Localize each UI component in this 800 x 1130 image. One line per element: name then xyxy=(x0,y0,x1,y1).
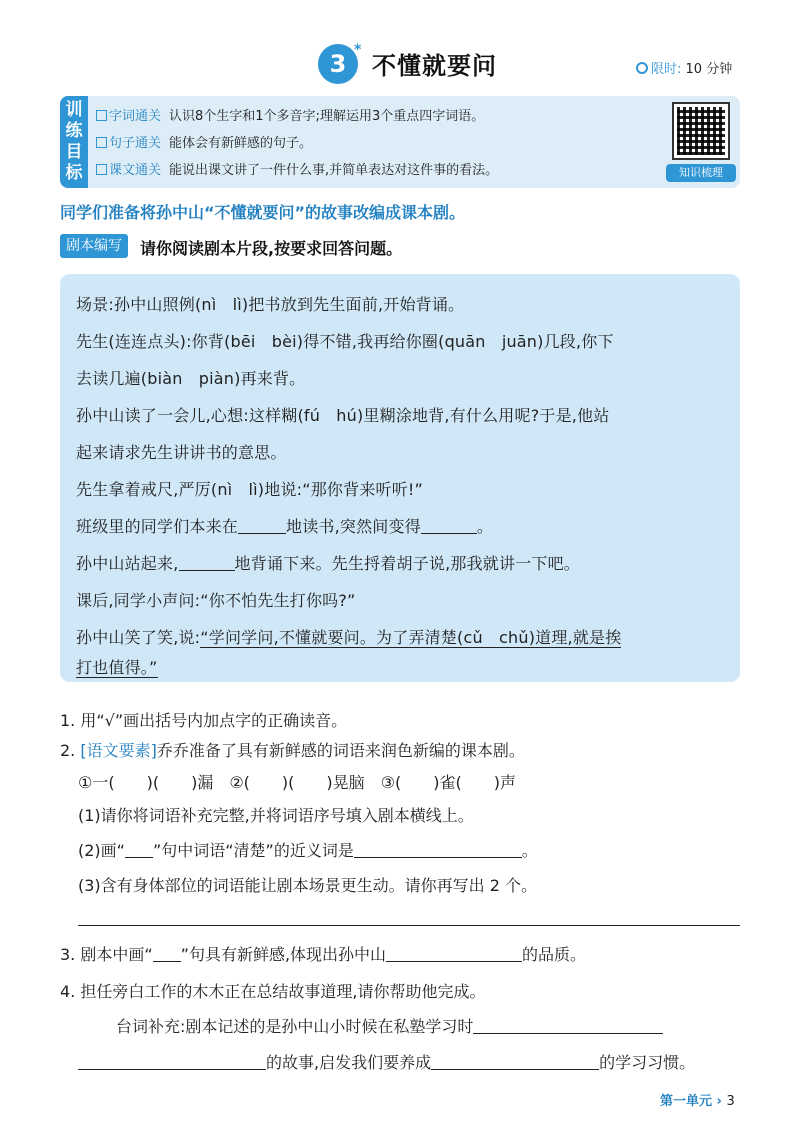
question-text: 的学习习惯。 xyxy=(599,1053,696,1072)
answer-blank[interactable] xyxy=(78,1054,266,1070)
training-goals-panel xyxy=(60,96,740,188)
script-line xyxy=(76,655,158,678)
chevron-right-icon: › xyxy=(716,1094,722,1109)
question-2 xyxy=(60,738,525,761)
script-line: 先生(连连点头):你背(bēi bèi)得不错,我再给你圈(quān juān)几段,你下 xyxy=(76,332,614,351)
goal-item-words xyxy=(96,105,484,124)
script-line: 孙中山读了一会儿,心想:这样糊(fú hú)里糊涂地背,有什么用呢?于是,他站 xyxy=(76,406,610,425)
question-text: 3. 剧本中画“ xyxy=(60,945,153,964)
script-line xyxy=(76,551,580,574)
question-4: 4. 担任旁白工作的木木正在总结故事道理,请你帮助他完成。 xyxy=(60,982,486,1001)
goal-checkbox[interactable] xyxy=(96,137,107,148)
script-line: 先生拿着戒尺,严厉(nì lì)地说:“那你背来听听!” xyxy=(76,480,424,499)
answer-blank[interactable] xyxy=(473,1018,663,1034)
goal-name: 字词通关 xyxy=(109,109,162,124)
time-limit-value: 10 分钟 xyxy=(685,62,733,77)
question-text: (2)画“ xyxy=(78,841,125,860)
goal-item-sentences xyxy=(96,132,312,151)
page-footer xyxy=(660,1090,735,1109)
line-mark-blank xyxy=(125,842,153,858)
lesson-star: * xyxy=(354,42,362,58)
script-line xyxy=(76,514,493,537)
training-goals-label xyxy=(60,96,88,188)
page-number: 3 xyxy=(726,1094,735,1109)
script-line: 场景:孙中山照例(nì lì)把书放到先生面前,开始背诵。 xyxy=(76,295,465,314)
script-text: 地背诵下来。先生捋着胡子说,那我就讲一下吧。 xyxy=(234,554,580,573)
script-text: 班级里的同学们本来在 xyxy=(76,517,239,536)
page-header xyxy=(0,40,800,90)
script-excerpt-box xyxy=(60,274,740,682)
qr-caption: 知识梳理 xyxy=(666,164,736,182)
script-line: 起来请求先生讲讲书的意思。 xyxy=(76,443,287,462)
goal-item-text xyxy=(96,159,498,178)
answer-line[interactable] xyxy=(78,924,740,926)
time-limit xyxy=(636,58,732,77)
script-text: 。 xyxy=(476,517,494,536)
intro-text: 同学们准备将孙中山“不懂就要问”的故事改编成课本剧。 xyxy=(60,203,466,222)
script-line: 去读几遍(biàn piàn)再来背。 xyxy=(76,369,306,388)
answer-blank[interactable] xyxy=(431,1054,599,1070)
lesson-title: 不懂就要问 xyxy=(372,52,497,80)
fill-blank[interactable] xyxy=(421,518,477,534)
goals-label-char: 训 xyxy=(65,100,83,120)
clock-icon xyxy=(636,62,648,74)
line-mark-blank xyxy=(153,946,181,962)
underlined-sentence: 打也值得。” xyxy=(76,658,158,677)
question-2-2 xyxy=(78,838,538,861)
question-2-1: (1)请你将词语补充完整,并将词语序号填入剧本横线上。 xyxy=(78,806,474,825)
answer-blank[interactable] xyxy=(354,842,522,858)
qr-code-pattern xyxy=(677,107,725,155)
question-text: ”句具有新鲜感,体现出孙中山 xyxy=(180,945,387,964)
section-tag: 剧本编写 xyxy=(60,234,128,258)
goal-text: 能体会有新鲜感的句子。 xyxy=(169,136,313,151)
goals-label-char: 目 xyxy=(65,142,83,162)
time-limit-label: 限时: xyxy=(651,62,682,77)
question-2-options: ①一( )( )漏 ②( )( )晃脑 ③( )雀( )声 xyxy=(78,773,516,792)
unit-label: 第一单元 xyxy=(660,1094,713,1109)
fill-blank[interactable] xyxy=(238,518,286,534)
question-4-line-1 xyxy=(116,1014,663,1037)
goals-label-char: 标 xyxy=(65,163,83,183)
goal-text: 认识8个生字和1个多音字;理解运用3个重点四字词语。 xyxy=(169,109,485,124)
question-text: 乔乔准备了具有新鲜感的词语来润色新编的课本剧。 xyxy=(156,741,525,760)
question-4-line-2 xyxy=(78,1050,695,1073)
script-text: 地读书,突然间变得 xyxy=(286,517,421,536)
goal-checkbox[interactable] xyxy=(96,164,107,175)
goal-name: 句子通关 xyxy=(109,136,162,151)
question-text: 的品质。 xyxy=(522,945,587,964)
question-text: ”句中词语“清楚”的近义词是 xyxy=(152,841,354,860)
question-tag: [语文要素] xyxy=(80,741,157,760)
section-instruction: 请你阅读剧本片段,按要求回答问题。 xyxy=(140,239,403,258)
answer-blank[interactable] xyxy=(386,946,522,962)
goal-name: 课文通关 xyxy=(109,163,162,178)
lesson-number-badge: 3 xyxy=(318,44,358,84)
fill-blank[interactable] xyxy=(179,555,235,571)
goal-text: 能说出课文讲了一件什么事,并简单表达对这件事的看法。 xyxy=(169,163,499,178)
script-line xyxy=(76,625,621,648)
question-number: 2. xyxy=(60,741,76,760)
underlined-sentence: “学问学问,不懂就要问。为了弄清楚(cǔ chǔ)道理,就是挨 xyxy=(200,628,622,647)
question-2-3: (3)含有身体部位的词语能让剧本场景更生动。请你再写出 2 个。 xyxy=(78,876,538,895)
question-3 xyxy=(60,942,586,965)
question-text: 。 xyxy=(521,841,538,860)
question-1: 1. 用“√”画出括号内加点字的正确读音。 xyxy=(60,711,348,730)
script-line: 课后,同学小声问:“你不怕先生打你吗?” xyxy=(76,591,356,610)
question-text: 台词补充:剧本记述的是孙中山小时候在私塾学习时 xyxy=(116,1017,474,1036)
script-text: 孙中山站起来, xyxy=(76,554,179,573)
goals-label-char: 练 xyxy=(65,121,83,141)
goal-checkbox[interactable] xyxy=(96,110,107,121)
question-text: 的故事,启发我们要养成 xyxy=(266,1053,432,1072)
script-text: 孙中山笑了笑,说: xyxy=(76,628,201,647)
qr-code[interactable] xyxy=(672,102,730,160)
